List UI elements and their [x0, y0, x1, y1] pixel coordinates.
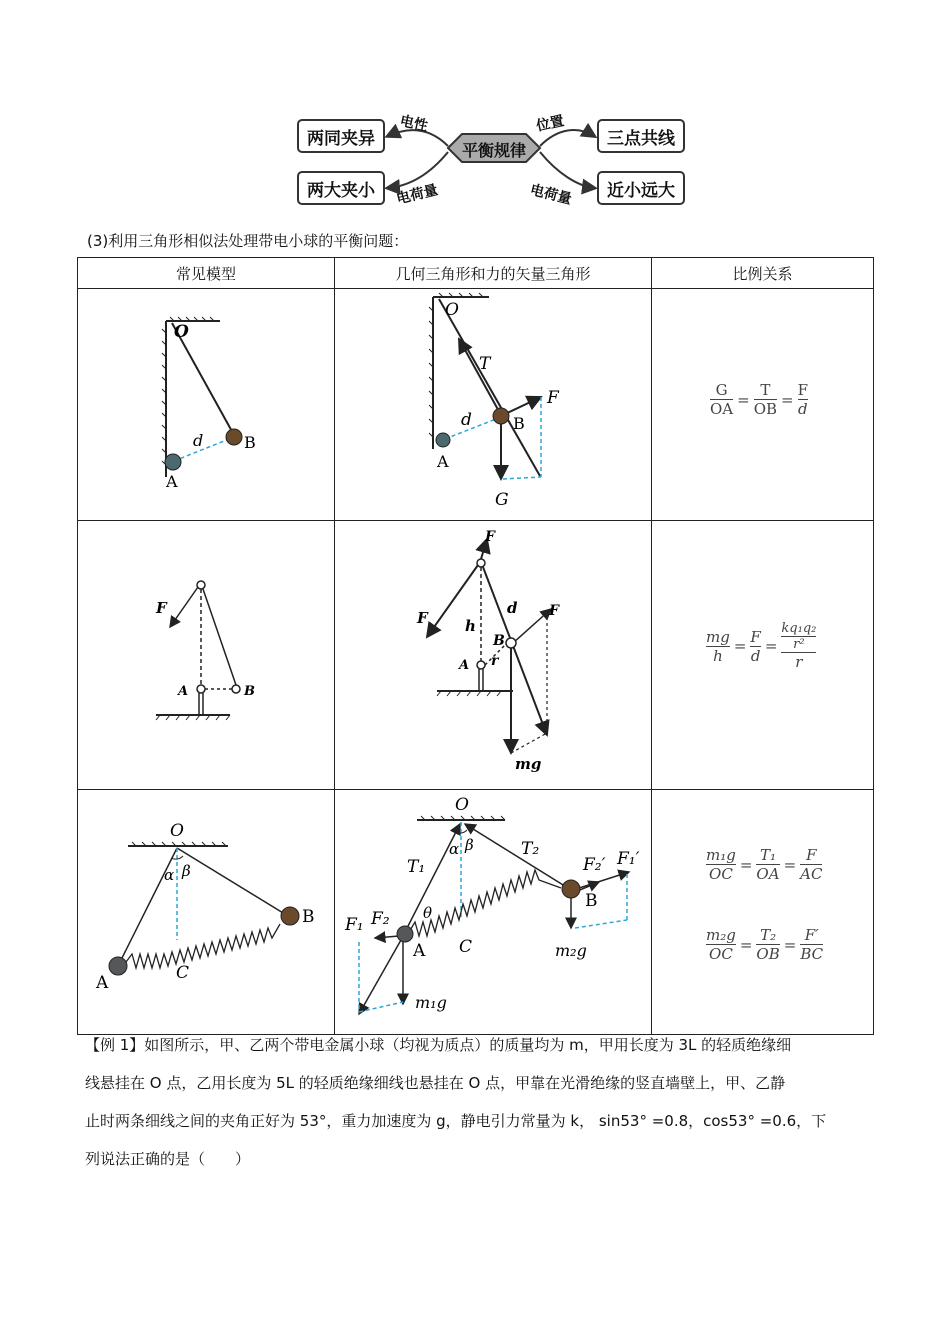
- row3-vector-label-m1g: m₁g: [415, 993, 447, 1012]
- row3-ratio1-n1: m₁g: [706, 846, 736, 864]
- row3-ratio2-d2: OB: [756, 945, 780, 963]
- row3-model-label-A: A: [96, 973, 109, 993]
- row2-ratio-d2: d: [750, 646, 761, 665]
- row1-ratio-n1: G: [710, 381, 733, 400]
- row3-ratio2-d3: BC: [800, 945, 824, 963]
- example-line-2: 线悬挂在 O 点，乙用长度为 5L 的轻质绝缘细线也悬挂在 O 点，甲靠在光滑绝缘的竖直墙壁上，甲、乙静: [85, 1074, 786, 1092]
- row1-vector-label-F: F: [547, 388, 559, 408]
- example-line-3: 止时两条细线之间的夹角正好为 53°，重力加速度为 g，静电引力常量为 k， sin53° =0.8，cos53° =0.6，下: [85, 1112, 827, 1130]
- row2-model-label-B: B: [244, 684, 255, 699]
- model-table: [77, 257, 874, 1035]
- row2-vector-label-h: h: [465, 617, 476, 635]
- row3-ratio1-n2: T₁: [756, 846, 779, 865]
- mindmap-right-bottom: 近小远大: [607, 181, 675, 201]
- row1-vector-label-G: G: [495, 490, 509, 510]
- row3-vector-diagram: [335, 790, 652, 1034]
- row3-model-diagram: [78, 790, 335, 1034]
- row2-vector-label-F-right: F: [549, 603, 559, 619]
- row3-vector-label-T2: T₂: [521, 839, 540, 859]
- header-model: 常见模型: [78, 258, 335, 289]
- row3-vector-label-beta: β: [465, 836, 474, 854]
- row3-model-label-beta: β: [182, 862, 191, 880]
- mindmap-right-top: 三点共线: [607, 129, 675, 149]
- row1-ratio-eq1: =: [737, 390, 750, 409]
- row3-vector-label-B: B: [585, 891, 598, 911]
- row3-ratio1-d1: OC: [709, 865, 733, 883]
- row3-vector-label-F2: F₂: [371, 909, 390, 929]
- header-vector: 几何三角形和力的矢量三角形: [335, 258, 652, 289]
- row1-ratio-n3: F: [797, 381, 809, 399]
- row2-vector-label-mg: mg: [515, 755, 542, 773]
- row2-ratio-n3: kq₁q₂: [781, 621, 817, 636]
- row3-model-label-alpha: α: [164, 866, 175, 884]
- row1-model-label-O: O: [174, 322, 189, 342]
- row2-model-label-F: F: [156, 599, 167, 617]
- row3-vector-label-F2p: F₂′: [583, 855, 606, 875]
- row1-vector-diagram: [335, 289, 652, 520]
- row3-ratio1-eq1: =: [739, 855, 753, 874]
- row2-ratio-eq1: =: [733, 637, 747, 655]
- table-header-row: [78, 258, 874, 289]
- row1-model-diagram: [78, 289, 335, 520]
- table-row: [78, 521, 874, 790]
- example-line-1: 【例 1】如图所示，甲、乙两个带电金属小球（均视为质点）的质量均为 m，甲用长度为 3L 的轻质绝缘细: [85, 1036, 792, 1054]
- row2-vector-label-F-top: F: [485, 529, 495, 545]
- row1-model-label-A: A: [166, 472, 178, 491]
- row2-vector-label-r: r: [491, 653, 499, 669]
- row1-vector-label-A: A: [437, 452, 449, 471]
- mindmap-left-top: 两同夹异: [307, 129, 375, 149]
- row3-vector-label-theta: θ: [423, 904, 433, 922]
- row2-ratio-eq2: =: [764, 637, 778, 655]
- row1-ratio-n2: T: [754, 381, 777, 400]
- mindmap-left-bottom: 两大夹小: [307, 181, 375, 201]
- row2-vector-label-F-left: F: [417, 609, 428, 627]
- row2-model-diagram: [78, 521, 335, 789]
- row3-vector-label-m2g: m₂g: [555, 941, 587, 960]
- mindmap-label-left-bottom: 电荷量: [394, 182, 440, 208]
- row2-ratio-n1: mg: [706, 627, 730, 646]
- row1-ratio-d1: OA: [710, 400, 734, 418]
- row3-vector-label-F1: F₁: [345, 915, 364, 935]
- row3-ratio2-eq1: =: [739, 935, 753, 954]
- row3-vector-label-T1: T₁: [407, 857, 426, 877]
- row1-ratio-eq2: =: [781, 390, 794, 409]
- row3-ratio1-n3: F: [800, 846, 822, 865]
- mindmap-label-right-bottom: 电荷量: [528, 182, 574, 208]
- row1-ratio-d2: OB: [753, 400, 778, 418]
- section-title: (3)利用三角形相似法处理带电小球的平衡问题：: [87, 232, 409, 250]
- row3-ratio2-eq2: =: [783, 935, 797, 954]
- row1-model-label-B: B: [244, 433, 256, 452]
- row3-ratio1-d3: AC: [800, 865, 823, 883]
- row3-model-label-B: B: [302, 907, 315, 927]
- example-line-4: 列说法正确的是（ ）: [85, 1150, 251, 1168]
- row2-vector-diagram: [335, 521, 652, 789]
- row2-vector-label-A: A: [459, 658, 470, 673]
- row3-vector-label-F1p: F₁′: [617, 849, 640, 869]
- row1-model-label-d: d: [193, 431, 204, 450]
- row3-ratio1-eq2: =: [783, 855, 797, 874]
- row1-ratio: [652, 289, 873, 520]
- row3-ratio2-d1: OC: [709, 945, 733, 963]
- mindmap-center: 平衡规律: [461, 141, 526, 160]
- row1-vector-label-T: T: [479, 354, 491, 374]
- row1-vector-label-d: d: [461, 410, 472, 430]
- row2-ratio-d3: r: [795, 653, 803, 671]
- row3-model-label-C: C: [176, 963, 190, 983]
- row3-vector-label-alpha: α: [449, 840, 460, 858]
- row2-ratio: [652, 521, 873, 789]
- header-ratio: 比例关系: [652, 258, 874, 289]
- row2-ratio-d1: h: [713, 646, 723, 665]
- mindmap-label-left-top: 电性: [398, 113, 430, 135]
- row2-ratio-n2: F: [750, 627, 761, 646]
- mindmap-label-right-top: 位置: [534, 113, 566, 135]
- row2-vector-label-d: d: [507, 599, 518, 617]
- row2-vector-label-B: B: [493, 633, 505, 649]
- row3-ratio2-n3: F′: [800, 926, 823, 945]
- row1-ratio-d3: d: [798, 400, 808, 418]
- row1-vector-label-O: O: [445, 300, 459, 320]
- row2-ratio-n3-sub: r²: [793, 637, 805, 652]
- row3-ratio1-d2: OA: [756, 865, 780, 883]
- row3-vector-label-O: O: [455, 795, 469, 815]
- table-row: [78, 790, 874, 1035]
- row3-vector-label-A: A: [413, 941, 426, 961]
- row3-model-label-O: O: [170, 821, 184, 841]
- example-problem: [85, 1029, 875, 1175]
- row3-ratio2-n1: m₂g: [706, 926, 736, 944]
- row3-ratio: [652, 790, 873, 1034]
- row1-vector-label-B: B: [513, 414, 525, 433]
- row3-ratio2-n2: T₂: [756, 926, 779, 945]
- row2-model-label-A: A: [178, 684, 189, 699]
- table-row: [78, 289, 874, 521]
- row3-vector-label-C: C: [459, 937, 473, 957]
